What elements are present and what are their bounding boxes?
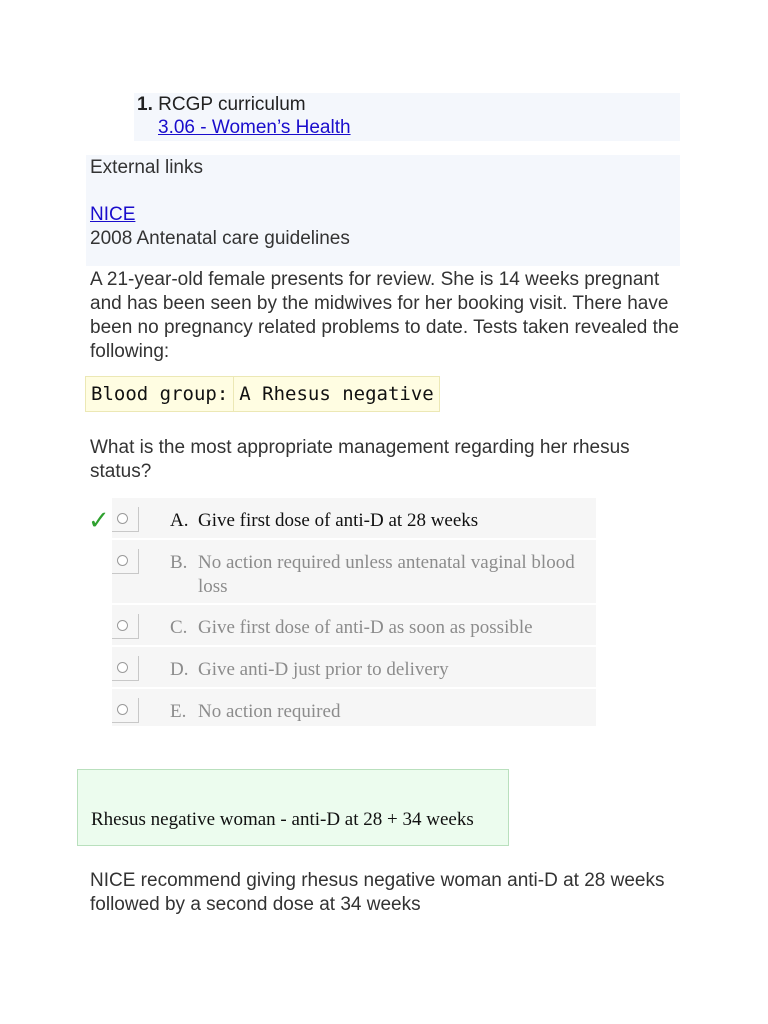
- guideline-description: 2008 Antenatal care guidelines: [90, 228, 350, 249]
- option-letter: A.: [170, 510, 189, 531]
- radio-button[interactable]: [117, 555, 128, 566]
- option-e[interactable]: [112, 689, 596, 726]
- correct-check-icon: ✓: [88, 506, 110, 536]
- option-a[interactable]: [112, 498, 596, 538]
- answer-explanation: NICE recommend giving rhesus negative woman anti-D at 28 weeks followed by a second dose at 34 weeks: [90, 870, 665, 915]
- womens-health-link[interactable]: 3.06 - Women’s Health: [158, 117, 351, 138]
- list-number: 1.: [137, 94, 153, 115]
- option-letter: E.: [170, 701, 187, 722]
- curriculum-label: RCGP curriculum: [158, 94, 306, 115]
- option-text: Give first dose of anti-D at 28 weeks: [198, 510, 479, 531]
- option-text: No action required unless antenatal vaginal blood loss: [198, 552, 575, 597]
- option-text: Give first dose of anti-D as soon as possible: [198, 617, 533, 638]
- option-b[interactable]: [112, 540, 596, 603]
- lab-label: Blood group:: [91, 383, 229, 405]
- radio-button[interactable]: [117, 662, 128, 673]
- option-text: No action required: [198, 701, 341, 722]
- option-text: Give anti-D just prior to delivery: [198, 659, 449, 680]
- lab-result-table: [85, 376, 440, 412]
- nice-link[interactable]: NICE: [90, 204, 136, 225]
- option-c[interactable]: [112, 605, 596, 645]
- option-d[interactable]: [112, 647, 596, 687]
- radio-button[interactable]: [117, 513, 128, 524]
- option-letter: B.: [170, 552, 188, 573]
- option-letter: D.: [170, 659, 189, 680]
- question-stem: A 21-year-old female presents for review. She is 14 weeks pregnant and has been seen by the midwives for her booking visit. There have been no pregnancy related problems to date. Tests taken revealed the following:: [90, 269, 680, 362]
- radio-button[interactable]: [117, 620, 128, 631]
- answer-summary: Rhesus negative woman - anti-D at 28 + 34 weeks: [91, 809, 474, 830]
- radio-button[interactable]: [117, 704, 128, 715]
- option-letter: C.: [170, 617, 188, 638]
- lab-value: A Rhesus negative: [233, 377, 438, 411]
- question-prompt: What is the most appropriate management regarding her rhesus status?: [90, 437, 630, 482]
- curriculum-heading: [137, 94, 306, 116]
- external-links-title: External links: [90, 157, 203, 178]
